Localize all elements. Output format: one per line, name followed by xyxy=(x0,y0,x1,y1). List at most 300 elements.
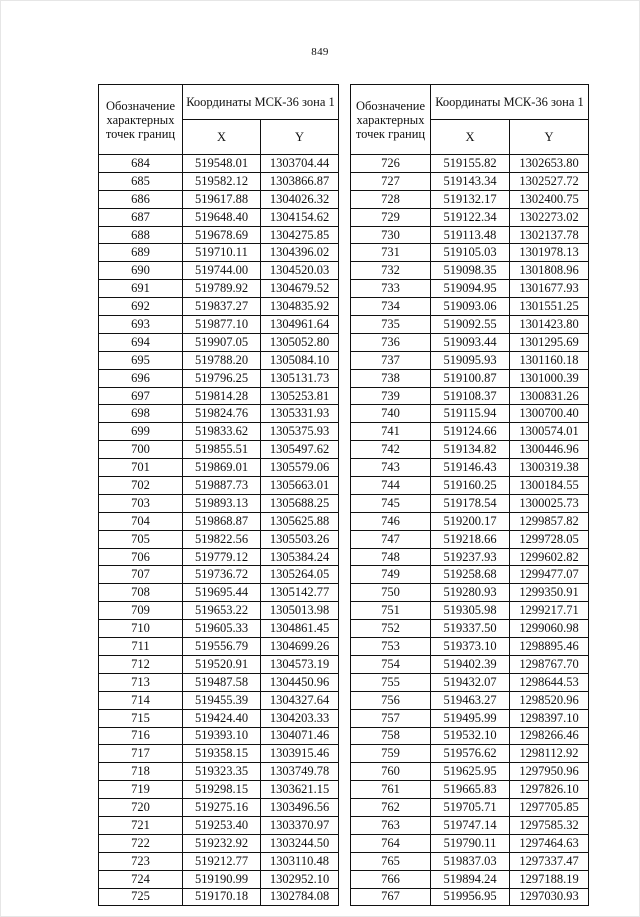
y-coordinate-cell: 1303704.44 xyxy=(261,155,339,173)
table-row xyxy=(351,155,589,173)
point-id-cell: 748 xyxy=(351,548,431,566)
y-coordinate-cell: 1301423.80 xyxy=(510,316,589,334)
y-coordinate-cell: 1298520.96 xyxy=(510,691,589,709)
table-row xyxy=(99,852,339,870)
table-row xyxy=(351,799,589,817)
y-coordinate-cell: 1300446.96 xyxy=(510,441,589,459)
y-coordinate-cell: 1304071.46 xyxy=(261,727,339,745)
point-id-cell: 747 xyxy=(351,530,431,548)
point-id-cell: 723 xyxy=(99,852,183,870)
point-id-cell: 754 xyxy=(351,655,431,673)
header-coordinates-msk36: Координаты МСК-36 зона 1 xyxy=(183,85,339,120)
x-coordinate-cell: 519822.56 xyxy=(183,530,261,548)
point-id-cell: 701 xyxy=(99,459,183,477)
table-row xyxy=(351,172,589,190)
point-id-cell: 757 xyxy=(351,709,431,727)
point-id-cell: 733 xyxy=(351,280,431,298)
point-id-cell: 696 xyxy=(99,369,183,387)
y-coordinate-cell: 1298895.46 xyxy=(510,638,589,656)
table-row xyxy=(351,888,589,906)
x-coordinate-cell: 519258.68 xyxy=(431,566,510,584)
y-coordinate-cell: 1302653.80 xyxy=(510,155,589,173)
table-row xyxy=(99,172,339,190)
x-coordinate-cell: 519122.34 xyxy=(431,208,510,226)
table-row xyxy=(99,673,339,691)
y-coordinate-cell: 1302273.02 xyxy=(510,208,589,226)
point-id-cell: 728 xyxy=(351,190,431,208)
y-coordinate-cell: 1305384.24 xyxy=(261,548,339,566)
x-coordinate-cell: 519796.25 xyxy=(183,369,261,387)
point-id-cell: 760 xyxy=(351,763,431,781)
y-coordinate-cell: 1297826.10 xyxy=(510,781,589,799)
y-coordinate-cell: 1305375.93 xyxy=(261,423,339,441)
y-coordinate-cell: 1305142.77 xyxy=(261,584,339,602)
y-coordinate-cell: 1299350.91 xyxy=(510,584,589,602)
y-coordinate-cell: 1303496.56 xyxy=(261,799,339,817)
table-row xyxy=(99,781,339,799)
point-id-cell: 764 xyxy=(351,834,431,852)
x-coordinate-cell: 519337.50 xyxy=(431,620,510,638)
x-coordinate-cell: 519617.88 xyxy=(183,190,261,208)
y-coordinate-cell: 1300319.38 xyxy=(510,459,589,477)
y-coordinate-cell: 1303915.46 xyxy=(261,745,339,763)
table-row xyxy=(99,280,339,298)
point-id-cell: 721 xyxy=(99,816,183,834)
table-row xyxy=(99,638,339,656)
table-row xyxy=(351,316,589,334)
table-row xyxy=(351,351,589,369)
table-row xyxy=(99,155,339,173)
table-row xyxy=(351,566,589,584)
table-row xyxy=(351,441,589,459)
y-coordinate-cell: 1299857.82 xyxy=(510,512,589,530)
x-coordinate-cell: 519432.07 xyxy=(431,673,510,691)
table-row xyxy=(99,763,339,781)
y-coordinate-cell: 1302784.08 xyxy=(261,888,339,906)
y-coordinate-cell: 1299602.82 xyxy=(510,548,589,566)
point-id-cell: 716 xyxy=(99,727,183,745)
y-coordinate-cell: 1304450.96 xyxy=(261,673,339,691)
table-row xyxy=(351,673,589,691)
point-id-cell: 742 xyxy=(351,441,431,459)
x-coordinate-cell: 519093.44 xyxy=(431,333,510,351)
coordinates-table-right xyxy=(350,84,589,906)
y-coordinate-cell: 1305497.62 xyxy=(261,441,339,459)
x-coordinate-cell: 519305.98 xyxy=(431,602,510,620)
x-coordinate-cell: 519275.16 xyxy=(183,799,261,817)
y-coordinate-cell: 1304699.26 xyxy=(261,638,339,656)
y-coordinate-cell: 1302400.75 xyxy=(510,190,589,208)
page-number: 849 xyxy=(311,46,329,58)
y-coordinate-cell: 1303244.50 xyxy=(261,834,339,852)
x-coordinate-cell: 519653.22 xyxy=(183,602,261,620)
y-coordinate-cell: 1305052.80 xyxy=(261,333,339,351)
table-row xyxy=(351,208,589,226)
x-coordinate-cell: 519744.00 xyxy=(183,262,261,280)
x-coordinate-cell: 519956.95 xyxy=(431,888,510,906)
x-coordinate-cell: 519548.01 xyxy=(183,155,261,173)
x-coordinate-cell: 519134.82 xyxy=(431,441,510,459)
table-row xyxy=(99,709,339,727)
point-id-cell: 690 xyxy=(99,262,183,280)
x-coordinate-cell: 519455.39 xyxy=(183,691,261,709)
y-coordinate-cell: 1305013.98 xyxy=(261,602,339,620)
point-id-cell: 743 xyxy=(351,459,431,477)
y-coordinate-cell: 1303866.87 xyxy=(261,172,339,190)
table-row xyxy=(351,244,589,262)
y-coordinate-cell: 1304861.45 xyxy=(261,620,339,638)
y-coordinate-cell: 1297030.93 xyxy=(510,888,589,906)
table-row xyxy=(351,620,589,638)
y-coordinate-cell: 1299728.05 xyxy=(510,530,589,548)
y-coordinate-cell: 1304275.85 xyxy=(261,226,339,244)
x-coordinate-cell: 519218.66 xyxy=(431,530,510,548)
point-id-cell: 729 xyxy=(351,208,431,226)
table-row xyxy=(99,548,339,566)
x-coordinate-cell: 519869.01 xyxy=(183,459,261,477)
table-row xyxy=(351,852,589,870)
y-coordinate-cell: 1305663.01 xyxy=(261,477,339,495)
table-row xyxy=(351,280,589,298)
header-point-designation: Обозначение характерных точек границ xyxy=(99,85,183,155)
point-id-cell: 722 xyxy=(99,834,183,852)
table-row xyxy=(99,316,339,334)
y-coordinate-cell: 1298112.92 xyxy=(510,745,589,763)
point-id-cell: 736 xyxy=(351,333,431,351)
point-id-cell: 713 xyxy=(99,673,183,691)
y-coordinate-cell: 1298644.53 xyxy=(510,673,589,691)
table-row xyxy=(99,566,339,584)
table-row xyxy=(99,655,339,673)
x-coordinate-cell: 519253.40 xyxy=(183,816,261,834)
table-row xyxy=(99,494,339,512)
point-id-cell: 762 xyxy=(351,799,431,817)
x-coordinate-cell: 519170.18 xyxy=(183,888,261,906)
y-coordinate-cell: 1303621.15 xyxy=(261,781,339,799)
table-row xyxy=(99,441,339,459)
table-row xyxy=(351,745,589,763)
x-coordinate-cell: 519402.39 xyxy=(431,655,510,673)
header-x: X xyxy=(431,120,510,155)
y-coordinate-cell: 1304026.32 xyxy=(261,190,339,208)
x-coordinate-cell: 519212.77 xyxy=(183,852,261,870)
x-coordinate-cell: 519200.17 xyxy=(431,512,510,530)
y-coordinate-cell: 1301160.18 xyxy=(510,351,589,369)
table-row xyxy=(351,477,589,495)
point-id-cell: 700 xyxy=(99,441,183,459)
y-coordinate-cell: 1303110.48 xyxy=(261,852,339,870)
y-coordinate-cell: 1299477.07 xyxy=(510,566,589,584)
x-coordinate-cell: 519424.40 xyxy=(183,709,261,727)
y-coordinate-cell: 1297337.47 xyxy=(510,852,589,870)
point-id-cell: 689 xyxy=(99,244,183,262)
x-coordinate-cell: 519789.92 xyxy=(183,280,261,298)
y-coordinate-cell: 1298767.70 xyxy=(510,655,589,673)
point-id-cell: 702 xyxy=(99,477,183,495)
x-coordinate-cell: 519323.35 xyxy=(183,763,261,781)
table-row xyxy=(99,333,339,351)
point-id-cell: 735 xyxy=(351,316,431,334)
table-row xyxy=(351,262,589,280)
point-id-cell: 714 xyxy=(99,691,183,709)
y-coordinate-cell: 1304327.64 xyxy=(261,691,339,709)
point-id-cell: 753 xyxy=(351,638,431,656)
table-row xyxy=(99,262,339,280)
x-coordinate-cell: 519393.10 xyxy=(183,727,261,745)
x-coordinate-cell: 519190.99 xyxy=(183,870,261,888)
x-coordinate-cell: 519092.55 xyxy=(431,316,510,334)
table-body-right xyxy=(351,155,589,906)
table-row xyxy=(351,548,589,566)
x-coordinate-cell: 519855.51 xyxy=(183,441,261,459)
point-id-cell: 765 xyxy=(351,852,431,870)
x-coordinate-cell: 519358.15 xyxy=(183,745,261,763)
x-coordinate-cell: 519790.11 xyxy=(431,834,510,852)
table-row xyxy=(351,512,589,530)
point-id-cell: 693 xyxy=(99,316,183,334)
y-coordinate-cell: 1301551.25 xyxy=(510,298,589,316)
table-row xyxy=(351,781,589,799)
table-row xyxy=(351,494,589,512)
point-id-cell: 711 xyxy=(99,638,183,656)
x-coordinate-cell: 519113.48 xyxy=(431,226,510,244)
y-coordinate-cell: 1301677.93 xyxy=(510,280,589,298)
x-coordinate-cell: 519576.62 xyxy=(431,745,510,763)
y-coordinate-cell: 1305688.25 xyxy=(261,494,339,512)
point-id-cell: 744 xyxy=(351,477,431,495)
x-coordinate-cell: 519837.27 xyxy=(183,298,261,316)
y-coordinate-cell: 1302527.72 xyxy=(510,172,589,190)
point-id-cell: 710 xyxy=(99,620,183,638)
point-id-cell: 686 xyxy=(99,190,183,208)
point-id-cell: 761 xyxy=(351,781,431,799)
table-row xyxy=(99,190,339,208)
x-coordinate-cell: 519520.91 xyxy=(183,655,261,673)
point-id-cell: 759 xyxy=(351,745,431,763)
point-id-cell: 752 xyxy=(351,620,431,638)
table-row xyxy=(99,226,339,244)
point-id-cell: 709 xyxy=(99,602,183,620)
y-coordinate-cell: 1301295.69 xyxy=(510,333,589,351)
y-coordinate-cell: 1305579.06 xyxy=(261,459,339,477)
y-coordinate-cell: 1304961.64 xyxy=(261,316,339,334)
point-id-cell: 692 xyxy=(99,298,183,316)
point-id-cell: 699 xyxy=(99,423,183,441)
point-id-cell: 727 xyxy=(351,172,431,190)
point-id-cell: 720 xyxy=(99,799,183,817)
x-coordinate-cell: 519232.92 xyxy=(183,834,261,852)
x-coordinate-cell: 519837.03 xyxy=(431,852,510,870)
table-row xyxy=(99,244,339,262)
x-coordinate-cell: 519105.03 xyxy=(431,244,510,262)
point-id-cell: 691 xyxy=(99,280,183,298)
table-row xyxy=(99,888,339,906)
point-id-cell: 707 xyxy=(99,566,183,584)
y-coordinate-cell: 1301978.13 xyxy=(510,244,589,262)
table-row xyxy=(351,584,589,602)
y-coordinate-cell: 1304679.52 xyxy=(261,280,339,298)
table-row xyxy=(99,369,339,387)
x-coordinate-cell: 519665.83 xyxy=(431,781,510,799)
y-coordinate-cell: 1304835.92 xyxy=(261,298,339,316)
table-row xyxy=(351,190,589,208)
table-row xyxy=(99,727,339,745)
point-id-cell: 684 xyxy=(99,155,183,173)
point-id-cell: 694 xyxy=(99,333,183,351)
x-coordinate-cell: 519146.43 xyxy=(431,459,510,477)
y-coordinate-cell: 1304154.62 xyxy=(261,208,339,226)
point-id-cell: 726 xyxy=(351,155,431,173)
x-coordinate-cell: 519710.11 xyxy=(183,244,261,262)
x-coordinate-cell: 519824.76 xyxy=(183,405,261,423)
y-coordinate-cell: 1304396.02 xyxy=(261,244,339,262)
table-row xyxy=(351,709,589,727)
x-coordinate-cell: 519094.95 xyxy=(431,280,510,298)
table-row xyxy=(99,816,339,834)
y-coordinate-cell: 1305503.26 xyxy=(261,530,339,548)
y-coordinate-cell: 1300025.73 xyxy=(510,494,589,512)
point-id-cell: 725 xyxy=(99,888,183,906)
x-coordinate-cell: 519877.10 xyxy=(183,316,261,334)
table-row xyxy=(351,530,589,548)
point-id-cell: 703 xyxy=(99,494,183,512)
y-coordinate-cell: 1305264.05 xyxy=(261,566,339,584)
x-coordinate-cell: 519178.54 xyxy=(431,494,510,512)
x-coordinate-cell: 519098.35 xyxy=(431,262,510,280)
y-coordinate-cell: 1305625.88 xyxy=(261,512,339,530)
point-id-cell: 767 xyxy=(351,888,431,906)
table-row xyxy=(351,638,589,656)
x-coordinate-cell: 519280.93 xyxy=(431,584,510,602)
point-id-cell: 737 xyxy=(351,351,431,369)
point-id-cell: 756 xyxy=(351,691,431,709)
x-coordinate-cell: 519814.28 xyxy=(183,387,261,405)
x-coordinate-cell: 519893.13 xyxy=(183,494,261,512)
point-id-cell: 734 xyxy=(351,298,431,316)
header-x: X xyxy=(183,120,261,155)
x-coordinate-cell: 519833.62 xyxy=(183,423,261,441)
point-id-cell: 731 xyxy=(351,244,431,262)
x-coordinate-cell: 519582.12 xyxy=(183,172,261,190)
y-coordinate-cell: 1298397.10 xyxy=(510,709,589,727)
table-row xyxy=(351,333,589,351)
y-coordinate-cell: 1305131.73 xyxy=(261,369,339,387)
point-id-cell: 719 xyxy=(99,781,183,799)
table-row xyxy=(351,369,589,387)
x-coordinate-cell: 519237.93 xyxy=(431,548,510,566)
table-row xyxy=(99,620,339,638)
header-y: Y xyxy=(510,120,589,155)
table-row xyxy=(99,423,339,441)
x-coordinate-cell: 519124.66 xyxy=(431,423,510,441)
point-id-cell: 705 xyxy=(99,530,183,548)
point-id-cell: 740 xyxy=(351,405,431,423)
point-id-cell: 712 xyxy=(99,655,183,673)
x-coordinate-cell: 519495.99 xyxy=(431,709,510,727)
point-id-cell: 763 xyxy=(351,816,431,834)
table-row xyxy=(99,834,339,852)
x-coordinate-cell: 519868.87 xyxy=(183,512,261,530)
y-coordinate-cell: 1305253.81 xyxy=(261,387,339,405)
point-id-cell: 718 xyxy=(99,763,183,781)
x-coordinate-cell: 519487.58 xyxy=(183,673,261,691)
x-coordinate-cell: 519115.94 xyxy=(431,405,510,423)
table-row xyxy=(99,530,339,548)
table-row xyxy=(99,799,339,817)
x-coordinate-cell: 519788.20 xyxy=(183,351,261,369)
y-coordinate-cell: 1302137.78 xyxy=(510,226,589,244)
table-row xyxy=(99,512,339,530)
point-id-cell: 708 xyxy=(99,584,183,602)
x-coordinate-cell: 519095.93 xyxy=(431,351,510,369)
x-coordinate-cell: 519648.40 xyxy=(183,208,261,226)
y-coordinate-cell: 1300574.01 xyxy=(510,423,589,441)
table-row xyxy=(351,727,589,745)
header-y: Y xyxy=(261,120,339,155)
y-coordinate-cell: 1297585.32 xyxy=(510,816,589,834)
header-point-designation: Обозначение характерных точек границ xyxy=(351,85,431,155)
y-coordinate-cell: 1303749.78 xyxy=(261,763,339,781)
x-coordinate-cell: 519160.25 xyxy=(431,477,510,495)
point-id-cell: 766 xyxy=(351,870,431,888)
table-row xyxy=(99,745,339,763)
x-coordinate-cell: 519100.87 xyxy=(431,369,510,387)
point-id-cell: 739 xyxy=(351,387,431,405)
y-coordinate-cell: 1300700.40 xyxy=(510,405,589,423)
x-coordinate-cell: 519736.72 xyxy=(183,566,261,584)
point-id-cell: 698 xyxy=(99,405,183,423)
point-id-cell: 730 xyxy=(351,226,431,244)
point-id-cell: 751 xyxy=(351,602,431,620)
point-id-cell: 706 xyxy=(99,548,183,566)
table-body-left xyxy=(99,155,339,906)
x-coordinate-cell: 519695.44 xyxy=(183,584,261,602)
table-row xyxy=(351,387,589,405)
x-coordinate-cell: 519532.10 xyxy=(431,727,510,745)
point-id-cell: 717 xyxy=(99,745,183,763)
x-coordinate-cell: 519463.27 xyxy=(431,691,510,709)
table-row xyxy=(99,602,339,620)
point-id-cell: 724 xyxy=(99,870,183,888)
x-coordinate-cell: 519155.82 xyxy=(431,155,510,173)
table-row xyxy=(351,459,589,477)
x-coordinate-cell: 519678.69 xyxy=(183,226,261,244)
point-id-cell: 741 xyxy=(351,423,431,441)
x-coordinate-cell: 519605.33 xyxy=(183,620,261,638)
point-id-cell: 704 xyxy=(99,512,183,530)
table-row xyxy=(351,423,589,441)
x-coordinate-cell: 519132.17 xyxy=(431,190,510,208)
y-coordinate-cell: 1304573.19 xyxy=(261,655,339,673)
point-id-cell: 687 xyxy=(99,208,183,226)
x-coordinate-cell: 519093.06 xyxy=(431,298,510,316)
y-coordinate-cell: 1302952.10 xyxy=(261,870,339,888)
x-coordinate-cell: 519143.34 xyxy=(431,172,510,190)
table-row xyxy=(99,351,339,369)
point-id-cell: 758 xyxy=(351,727,431,745)
table-row xyxy=(351,691,589,709)
table-row xyxy=(99,298,339,316)
point-id-cell: 695 xyxy=(99,351,183,369)
point-id-cell: 750 xyxy=(351,584,431,602)
point-id-cell: 746 xyxy=(351,512,431,530)
y-coordinate-cell: 1305084.10 xyxy=(261,351,339,369)
y-coordinate-cell: 1297950.96 xyxy=(510,763,589,781)
table-row xyxy=(351,834,589,852)
table-row xyxy=(99,870,339,888)
y-coordinate-cell: 1300184.55 xyxy=(510,477,589,495)
y-coordinate-cell: 1301000.39 xyxy=(510,369,589,387)
